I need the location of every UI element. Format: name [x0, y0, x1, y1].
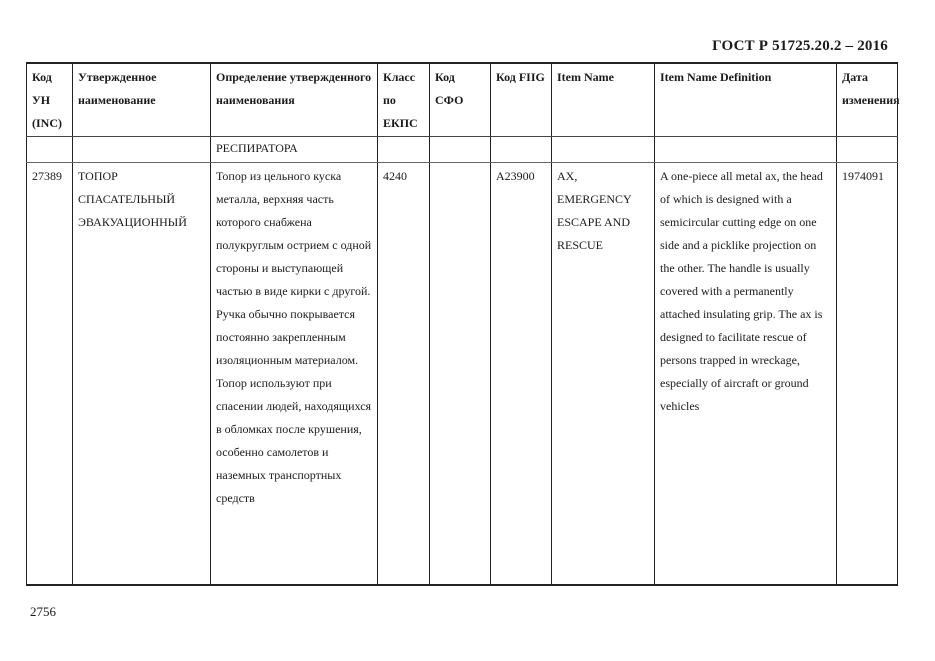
cell-item-name-definition: A one-piece all metal ax, the head of which is designed with a semicircular cutting edge on one side and a picklike projection on the other. The handle is usually covered with a permanently attached insulating grip. The ax is designed to facilitate rescue of persons trapped in wreckage, especially of aircraft or ground vehicles	[655, 163, 837, 586]
cell-item-name: AX, EMERGENCY ESCAPE AND RESCUE	[552, 163, 655, 586]
col-header-inc: Код УН (INC)	[27, 63, 73, 137]
col-header-approved-name: Утвержденное наименование	[73, 63, 211, 137]
page-number: 2756	[30, 604, 56, 619]
col-header-item-name: Item Name	[552, 63, 655, 137]
cell-change-date: 1974091	[837, 163, 898, 586]
continuation-definition-text: РЕСПИРАТОРА	[211, 137, 378, 163]
col-header-sfo-code: Код СФО	[430, 63, 491, 137]
col-header-definition: Определение утвержденного наименования	[211, 63, 378, 137]
cell-inc: 27389	[27, 163, 73, 586]
cell-definition: Топор из цельного куска металла, верхняя часть которого снабжена полукруглым острием с одной стороны и выступающей частью в виде кирки с другой. Ручка обычно покрывается постоянно закрепленным изоляционным материалом. Топор используют при спасении людей, находящихся в обломках после крушения, особенно самолетов и наземных транспортных средств	[211, 163, 378, 586]
continuation-row	[27, 137, 898, 163]
cell-ekps-class: 4240	[378, 163, 430, 586]
document-code: ГОСТ Р 51725.20.2 – 2016	[712, 38, 888, 54]
cell-fiig-code: A23900	[491, 163, 552, 586]
table-row	[27, 163, 898, 586]
cell-sfo-code	[430, 163, 491, 586]
cell-approved-name: ТОПОР СПАСАТЕЛЬНЫЙ ЭВАКУАЦИОННЫЙ	[73, 163, 211, 586]
table-header-row	[27, 63, 898, 137]
col-header-ekps-class: Класс по ЕКПС	[378, 63, 430, 137]
col-header-item-name-definition: Item Name Definition	[655, 63, 837, 137]
col-header-change-date: Дата изменения	[837, 63, 898, 137]
col-header-fiig-code: Код FIIG	[491, 63, 552, 137]
catalog-table	[26, 62, 898, 586]
